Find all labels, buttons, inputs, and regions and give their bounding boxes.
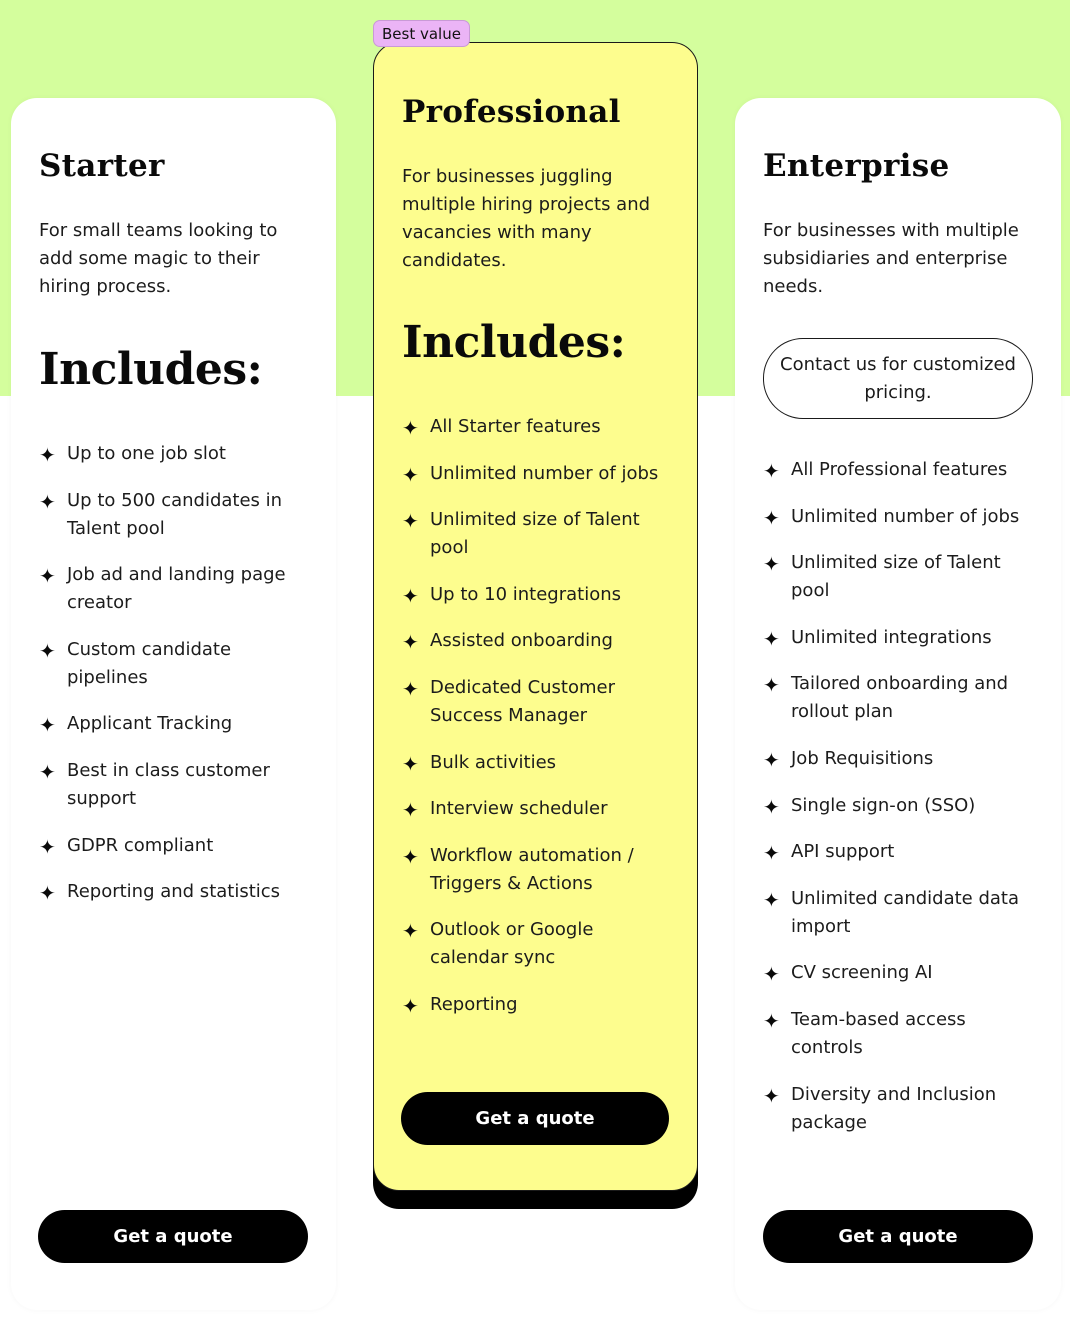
feature-label: Dedicated Customer Success Manager	[430, 676, 616, 726]
feature-label: Unlimited integrations	[791, 626, 992, 648]
plan-description: For businesses juggling multiple hiring projects and vacancies with many candidates.	[402, 166, 651, 271]
sparkle-icon: ✦	[402, 583, 419, 608]
feature-item	[39, 487, 309, 543]
feature-item	[763, 959, 1033, 987]
feature-item	[39, 757, 309, 813]
feature-item	[763, 1081, 1033, 1137]
feature-item	[402, 413, 672, 441]
sparkle-icon: ✦	[763, 962, 780, 987]
feature-item	[402, 674, 672, 730]
feature-label: Up to one job slot	[67, 443, 226, 464]
get-quote-button[interactable]: Get a quote	[401, 1092, 669, 1145]
enterprise-plan-card	[735, 98, 1061, 1310]
sparkle-icon: ✦	[39, 489, 56, 514]
feature-item	[763, 670, 1033, 726]
feature-label: Workflow automation / Triggers & Actions	[430, 844, 634, 894]
feature-label: Outlook or Google calendar sync	[430, 919, 594, 969]
feature-label: Diversity and Inclusion package	[791, 1083, 997, 1133]
feature-item	[763, 745, 1033, 773]
feature-item	[763, 456, 1033, 484]
feature-item	[402, 842, 672, 898]
feature-item	[39, 636, 309, 692]
includes-heading: Includes:	[402, 317, 626, 368]
feature-item	[402, 795, 672, 823]
feature-item	[402, 991, 672, 1019]
feature-label: Reporting	[430, 993, 518, 1015]
feature-label: Bulk activities	[430, 751, 557, 773]
sparkle-icon: ✦	[39, 564, 56, 589]
sparkle-icon: ✦	[763, 747, 780, 772]
feature-item	[763, 792, 1033, 820]
sparkle-icon: ✦	[763, 626, 780, 651]
sparkle-icon: ✦	[402, 676, 419, 701]
feature-label: Unlimited candidate data import	[791, 887, 1020, 937]
sparkle-icon: ✦	[39, 759, 56, 784]
feature-label: Tailored onboarding and rollout plan	[791, 673, 1009, 723]
sparkle-icon: ✦	[402, 844, 419, 869]
feature-label: Best in class customer support	[67, 759, 270, 809]
feature-item	[763, 838, 1033, 866]
sparkle-icon: ✦	[39, 638, 56, 663]
feature-label: Single sign-on (SSO)	[791, 794, 976, 816]
feature-item	[39, 561, 309, 617]
feature-item	[39, 710, 309, 738]
feature-label: Unlimited number of jobs	[430, 462, 659, 484]
sparkle-icon: ✦	[763, 1083, 780, 1108]
sparkle-icon: ✦	[402, 919, 419, 944]
starter-plan-card	[11, 98, 336, 1310]
sparkle-icon: ✦	[402, 416, 419, 440]
plan-description: For small teams looking to add some magic to their hiring process.	[39, 220, 278, 297]
contact-pricing-button[interactable]: Contact us for customized pricing.	[763, 338, 1033, 419]
feature-label: Custom candidate pipelines	[67, 638, 232, 688]
feature-item	[763, 1006, 1033, 1062]
feature-label: Unlimited size of Talent pool	[791, 552, 1001, 602]
plan-title: Enterprise	[763, 148, 950, 184]
sparkle-icon: ✦	[763, 841, 780, 866]
feature-label: Job ad and landing page creator	[67, 564, 286, 614]
feature-label: All Starter features	[430, 416, 601, 437]
sparkle-icon: ✦	[763, 505, 780, 530]
feature-list	[39, 440, 309, 925]
sparkle-icon: ✦	[39, 834, 56, 859]
sparkle-icon: ✦	[402, 462, 419, 487]
sparkle-icon: ✦	[763, 673, 780, 698]
feature-list	[402, 413, 672, 1038]
feature-item	[402, 916, 672, 972]
feature-item	[39, 440, 309, 468]
feature-list	[763, 456, 1033, 1155]
best-value-badge: Best value	[373, 20, 470, 47]
feature-label: Job Requisitions	[791, 747, 934, 769]
feature-label: Applicant Tracking	[67, 713, 233, 735]
feature-item	[763, 885, 1033, 941]
sparkle-icon: ✦	[763, 794, 780, 819]
feature-label: Unlimited number of jobs	[791, 505, 1020, 527]
sparkle-icon: ✦	[763, 552, 780, 577]
plan-description: For businesses with multiple subsidiaries and enterprise needs.	[763, 220, 1019, 297]
feature-label: API support	[791, 841, 895, 863]
sparkle-icon: ✦	[39, 881, 56, 906]
plan-title: Professional	[402, 94, 621, 130]
feature-item	[402, 581, 672, 609]
feature-label: CV screening AI	[791, 962, 933, 984]
sparkle-icon: ✦	[763, 459, 780, 483]
sparkle-icon: ✦	[402, 751, 419, 776]
feature-item	[39, 878, 309, 906]
sparkle-icon: ✦	[402, 798, 419, 823]
feature-label: All Professional features	[791, 459, 1008, 480]
get-quote-button[interactable]: Get a quote	[38, 1210, 308, 1263]
sparkle-icon: ✦	[763, 1008, 780, 1033]
feature-label: Reporting and statistics	[67, 881, 281, 903]
sparkle-icon: ✦	[402, 630, 419, 655]
feature-item	[763, 549, 1033, 605]
sparkle-icon: ✦	[39, 713, 56, 738]
plan-title: Starter	[39, 148, 165, 184]
sparkle-icon: ✦	[402, 993, 419, 1018]
get-quote-button[interactable]: Get a quote	[763, 1210, 1033, 1263]
includes-heading: Includes:	[39, 344, 263, 395]
professional-plan-card	[373, 42, 698, 1191]
feature-label: Unlimited size of Talent pool	[430, 509, 640, 559]
feature-item	[763, 624, 1033, 652]
feature-label: Assisted onboarding	[430, 630, 613, 652]
sparkle-icon: ✦	[763, 887, 780, 912]
feature-item	[402, 506, 672, 562]
feature-item	[402, 749, 672, 777]
feature-label: Up to 500 candidates in Talent pool	[67, 489, 283, 539]
feature-label: Up to 10 integrations	[430, 583, 621, 605]
sparkle-icon: ✦	[402, 509, 419, 534]
feature-item	[402, 460, 672, 488]
feature-item	[763, 503, 1033, 531]
sparkle-icon: ✦	[39, 443, 56, 467]
feature-item	[402, 627, 672, 655]
feature-label: Team-based access controls	[791, 1008, 966, 1058]
feature-label: GDPR compliant	[67, 834, 214, 856]
feature-label: Interview scheduler	[430, 798, 608, 820]
feature-item	[39, 832, 309, 860]
